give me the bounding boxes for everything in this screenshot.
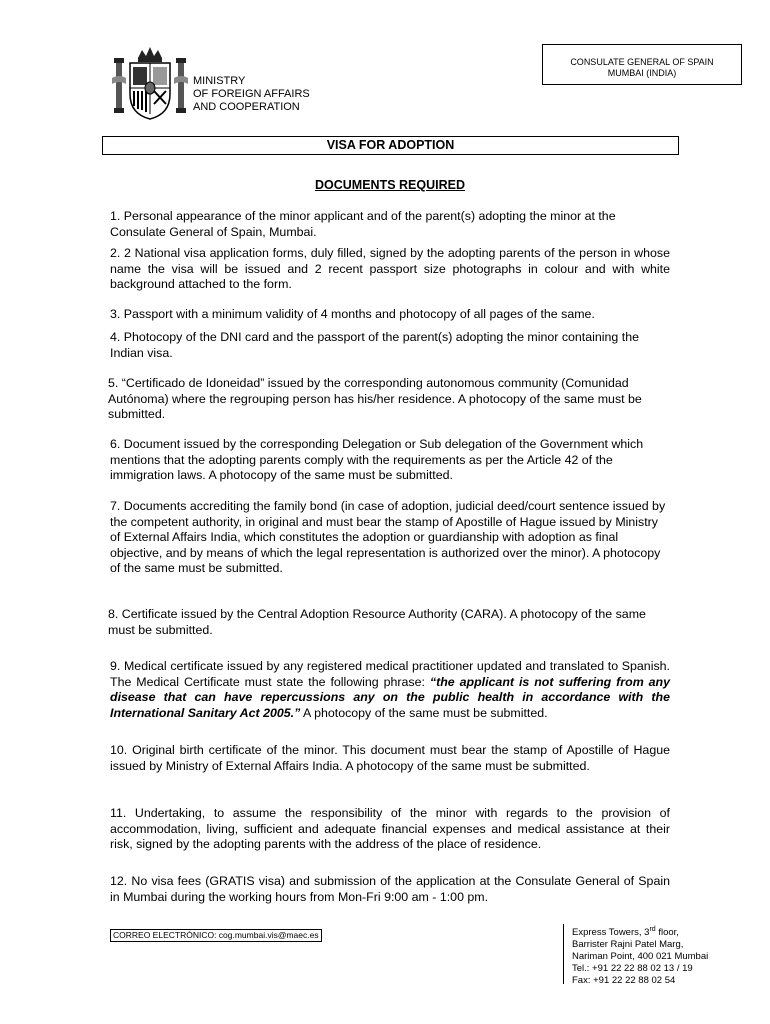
footer-divider: [563, 924, 564, 984]
phone-number: Tel.: +91 22 22 88 02 13 / 19: [572, 963, 693, 975]
list-item: 8. Certificate issued by the Central Adoption Resource Authority (CARA). A photocopy of the same must be submitted.: [108, 607, 646, 637]
address-line-3: Nariman Point, 400 021 Mumbai: [572, 951, 709, 963]
consulate-name: CONSULATE GENERAL OF SPAIN: [570, 57, 714, 67]
list-item: 1. Personal appearance of the minor applicant and of the parent(s) adopting the minor at the Consulate General of Spain, Mumbai.: [110, 209, 616, 239]
list-item: 12. No visa fees (GRATIS visa) and submission of the application at the Consulate General of Spain in Mumbai during the working hours from Mon-Fri 9:00 am - 1:00 pm.: [110, 874, 670, 904]
consulate-city: MUMBAI (INDIA): [607, 68, 677, 78]
section-heading: DOCUMENTS REQUIRED: [314, 178, 465, 192]
consulate-address: [572, 924, 708, 987]
list-item: 4. Photocopy of the DNI card and the passport of the parent(s) adopting the minor containing the Indian visa.: [110, 330, 639, 360]
item-9-quote: “the applicant is not suffering from any disease that can have repercussions any on the public health in accordance with the International Sanitary Act 2005.”: [110, 674, 671, 720]
footer-email[interactable]: CORREO ELECTRÓNICO: cog.mumbai.vis@maec.es: [110, 929, 322, 942]
ministry-line-1: MINISTRY: [193, 75, 246, 87]
ministry-line-2: OF FOREIGN AFFAIRS: [193, 88, 310, 100]
list-item: 3. Passport with a minimum validity of 4 months and photocopy of all pages of the same.: [110, 307, 595, 321]
list-item: 11. Undertaking, to assume the responsibility of the minor with regards to the provision of accommodation, living, sufficient and adequate financial expenses and medical assistance at their risk, signed by the adopting parents with the address of the place of residence.: [110, 806, 670, 851]
ministry-line-3: AND COOPERATION: [193, 101, 300, 113]
address-line-1: Express Towers, 3rd floor,: [572, 926, 679, 939]
ministry-name: [193, 75, 310, 114]
list-item: 5. “Certificado de Idoneidad” issued by the corresponding autonomous community (Comunidad Autónoma) where the regrouping person has his/her residence. A photocopy of the same must be submitted.: [108, 376, 642, 421]
list-item: 10. Original birth certificate of the minor. This document must bear the stamp of Apostille of Hague issued by Ministry of External Affairs India. A photocopy of the same must be submitted.: [110, 743, 670, 773]
consulate-header-box: [542, 44, 742, 85]
list-item: 6. Document issued by the corresponding Delegation or Sub delegation of the Government which mentions that the adopting parents comply with the requirements as per the Article 42 of the immigration laws. A photocopy of the same must be submitted.: [110, 437, 644, 482]
address-line-2: Barrister Rajni Patel Marg,: [572, 939, 684, 951]
fax-number: Fax: +91 22 22 88 02 54: [572, 975, 676, 987]
list-item: [110, 659, 670, 721]
page-title: VISA FOR ADOPTION: [102, 136, 679, 155]
list-item: 7. Documents accrediting the family bond (in case of adoption, judicial deed/court sentence issued by the competent authority, in original and must bear the stamp of Apostille of Hague issued by Ministry of External Affairs India, which constitutes the adoption or guardianship with adoption as final objective, and by means of which the legal representation is authorized over the minor). A photocopy of the same must be submitted.: [110, 499, 666, 575]
item-9-tail: A photocopy of the same must be submitted.: [300, 705, 548, 720]
spain-coat-of-arms-icon: [110, 44, 190, 122]
item-9-text: 9. Medical certificate issued by any registered medical practitioner updated and translated to Spanish. The Medical Certificate must state the following phrase:: [110, 659, 670, 689]
list-item: 2. 2 National visa application forms, duly filled, signed by the adopting parents of the person in whose name the visa will be issued and 2 recent passport size photographs in colour and with white background attached to the form.: [110, 246, 670, 291]
